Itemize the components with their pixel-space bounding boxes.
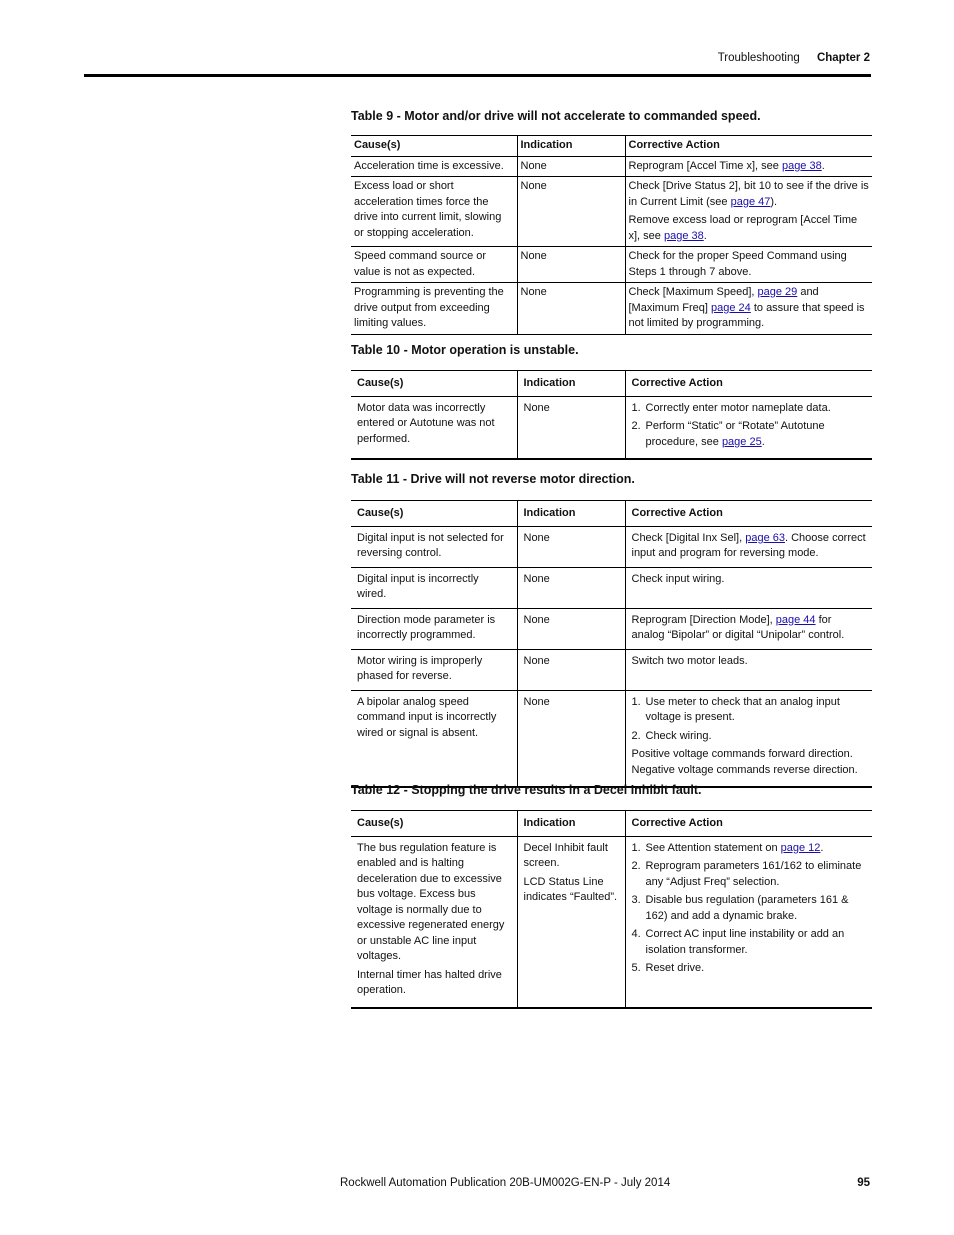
page-link[interactable]: page 47 <box>730 195 771 208</box>
running-header <box>718 52 870 64</box>
step-item: 3. Disable bus regulation (parameters 161 & 162) and add a dynamic brake. <box>631 894 849 922</box>
header-rule <box>84 74 871 77</box>
page-link[interactable]: page 29 <box>757 286 798 298</box>
indication-cell: None <box>517 156 625 177</box>
cause-cell: A bipolar analog speed command input is incorrectly wired or signal is absent. <box>351 690 517 787</box>
cause-cell: Excess load or short acceleration times force the drive into current limit, slowing or stopping acceleration. <box>351 177 517 247</box>
action-cell: Check for the proper Speed Command using Steps 1 through 7 above. <box>625 247 872 283</box>
table11 <box>351 500 872 788</box>
page-link[interactable]: page 38 <box>781 159 822 172</box>
indication-cell: None <box>517 247 625 283</box>
action-cell <box>625 396 872 459</box>
section-title: Troubleshooting <box>717 52 800 64</box>
table-row <box>351 283 872 335</box>
page-link[interactable]: page 38 <box>663 229 704 242</box>
header-indication: Indication <box>517 811 625 837</box>
page-link[interactable]: page 24 <box>711 301 751 314</box>
cause-cell: Digital input is incorrectly wired. <box>351 567 517 608</box>
header-causes: Cause(s) <box>351 136 517 157</box>
header-indication: Indication <box>517 501 625 527</box>
table-header-row <box>351 136 872 157</box>
table11-caption: Table 11 - Drive will not reverse motor direction. <box>351 472 635 486</box>
step-item: 2. Check wiring. <box>631 729 712 742</box>
cause-cell: Motor wiring is improperly phased for reverse. <box>351 649 517 690</box>
action-cell: Check input wiring. <box>625 567 872 608</box>
action-cell: Reprogram [Accel Time x], see page 38. <box>625 156 872 177</box>
table-header-row <box>351 501 872 527</box>
page-link[interactable]: page 12 <box>780 841 821 854</box>
table-row <box>351 247 872 283</box>
header-causes: Cause(s) <box>351 811 517 837</box>
indication-cell: Decel Inhibit fault screen. LCD Status Line indicates “Faulted”. <box>517 836 625 1008</box>
table-row <box>351 690 872 787</box>
header-corrective-action: Corrective Action <box>625 136 872 157</box>
indication-cell: None <box>517 649 625 690</box>
header-indication: Indication <box>517 136 625 157</box>
cause-cell: Speed command source or value is not as expected. <box>351 247 517 283</box>
step-item: 2. Perform “Static” or “Rotate” Autotune procedure, see page 25. <box>631 420 825 448</box>
header-causes: Cause(s) <box>351 501 517 527</box>
table-row <box>351 396 872 459</box>
action-cell <box>625 836 872 1008</box>
header-causes: Cause(s) <box>351 371 517 397</box>
header-corrective-action: Corrective Action <box>625 501 872 527</box>
cause-cell: Digital input is not selected for reversing control. <box>351 526 517 567</box>
step-item: 1. Correctly enter motor nameplate data. <box>631 401 831 414</box>
indication-cell: None <box>517 608 625 649</box>
indication-cell: None <box>517 526 625 567</box>
step-item: 1. Use meter to check that an analog input voltage is present. <box>631 695 840 723</box>
indication-cell: None <box>517 177 625 247</box>
table-row <box>351 567 872 608</box>
table-header-row <box>351 371 872 397</box>
table9-caption: Table 9 - Motor and/or drive will not accelerate to commanded speed. <box>351 109 761 123</box>
step-item: 1. See Attention statement on page 12. <box>631 841 824 854</box>
action-cell: Reprogram [Direction Mode], page 44 for analog “Bipolar” or digital “Unipolar” control. <box>625 608 872 649</box>
step-item: 4. Correct AC input line instability or add an isolation transformer. <box>631 928 845 956</box>
step-item: 2. Reprogram parameters 161/162 to eliminate any “Adjust Freq” selection. <box>631 860 862 888</box>
indication-cell: None <box>517 690 625 787</box>
indication-cell: None <box>517 396 625 459</box>
page-number: 95 <box>857 1177 870 1189</box>
action-cell <box>625 690 872 787</box>
steps-list <box>632 841 867 977</box>
table-row <box>351 649 872 690</box>
table10 <box>351 370 872 460</box>
cause-cell: Motor data was incorrectly entered or Autotune was not performed. <box>351 396 517 459</box>
indication-cell: None <box>517 283 625 335</box>
cause-cell: Direction mode parameter is incorrectly programmed. <box>351 608 517 649</box>
steps-list <box>632 401 867 451</box>
table-row <box>351 156 872 177</box>
table9 <box>351 135 872 335</box>
action-cell: Check [Maximum Speed], page 29 and [Maximum Freq] page 24 to assure that speed is not limited by programming. <box>625 283 872 335</box>
indication-cell: None <box>517 567 625 608</box>
steps-list <box>632 695 867 745</box>
step-item: 5. Reset drive. <box>631 962 705 974</box>
table-header-row <box>351 811 872 837</box>
note-text: Positive voltage commands forward direction. Negative voltage commands reverse direction. <box>631 748 858 776</box>
table-row <box>351 526 872 567</box>
table10-caption: Table 10 - Motor operation is unstable. <box>351 343 579 357</box>
action-cell: Switch two motor leads. <box>625 649 872 690</box>
cause-cell: Acceleration time is excessive. <box>354 159 504 172</box>
action-cell: Check [Digital Inx Sel], page 63. Choose correct input and program for reversing mode. <box>625 526 872 567</box>
table-row <box>351 608 872 649</box>
cause-cell: Programming is preventing the drive output from exceeding limiting values. <box>351 283 517 335</box>
cause-cell: The bus regulation feature is enabled and is halting deceleration due to excessive bus voltage. Excess bus voltage is normally due to excessive regenerated energy or unstable AC line input voltages. Internal timer has halted drive operation. <box>351 836 517 1008</box>
action-cell: Check [Drive Status 2], bit 10 to see if the drive is in Current Limit (see page 47). Remove excess load or reprogram [Accel Time x], see page 38. <box>625 177 872 247</box>
table12 <box>351 810 872 1009</box>
table-row <box>351 836 872 1008</box>
page-link[interactable]: page 25 <box>721 435 762 448</box>
table12-caption: Table 12 - Stopping the drive results in a Decel Inhibit fault. <box>351 783 702 797</box>
publication-footer: Rockwell Automation Publication 20B-UM002G-EN-P - July 2014 <box>340 1177 671 1189</box>
header-indication: Indication <box>517 371 625 397</box>
table-row <box>351 177 872 247</box>
header-corrective-action: Corrective Action <box>625 811 872 837</box>
page-link[interactable]: page 44 <box>775 613 816 626</box>
chapter-label: Chapter 2 <box>816 52 870 64</box>
header-corrective-action: Corrective Action <box>625 371 872 397</box>
page-link[interactable]: page 63 <box>745 531 785 544</box>
